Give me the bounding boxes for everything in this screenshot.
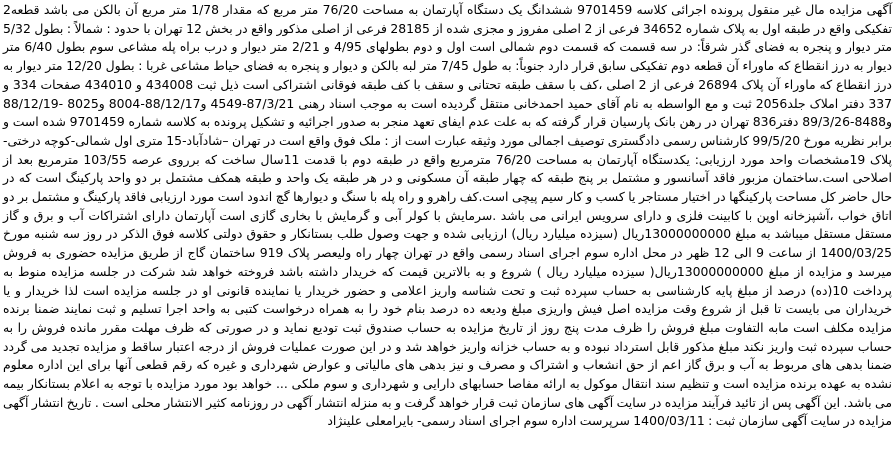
- auction-notice-text: آگهی مزایده مال غیر منقول پرونده اجرائی کلاسه 9701459 ششدانگ یک دستگاه آپارتمان به مساحت 76/20 متر مربع که مقدار 1/78 متر مربع آن بالکن می باشد قطعه2 تفکیکی واقع در طبقه اول به پلاک شماره 34652 فرعی از 2 اصلی مفروز و مجزی شده از 28185 فرعی از اصلی مذکور واقع در بخش 12 تهران با حدود : شمالاً : بطول 5/32 متر دیوار و پنجره به فضای گذر شرقاً: در سه قسمت که قسمت دوم شمالی است اول و دوم بطولهای 4/95 و 2/21 متر دیوار و درب براه پله مشاعی سوم بطول 6/40 متر دیوار به درز انقطاع که ماوراء آن قطعه دوم تفکیکی سابق قرار دارد جنوباً: به طول 7/45 متر لبه بالکن و دیوار و پنجره به فضای حیاط مشاعی غربا : بطول 12/20 متر دیوار به درز انقطاع که ماوراء آن پلاک 26894 فرعی از 2 اصلی ،کف با سقف طبقه تحتانی و سقف با کف طبقه فوقانی اشتراکی است ذیل ثبت 434008 و 434010 صفحات 334 و 337 دفتر املاک جلد2056 ثبت و مع الواسطه به نام آقای حمید احمدخانی منتقل گردیده است به موجب اسناد رهنی 87/3/21-4549 و88/12/17-8004 و8025 -88/12/19 و8488-89/3/26 دفتر836 تهران در رهن بانک پارسیان قرار گرفته که به علت عدم ایفای تعهد منجر به صدور اجرائیه و تشکیل پرونده به کلاسه شماره 9701459 شده است و برابر نظریه مورخ 99/5/20 کارشناس رسمی دادگستری توصیف اجمالی مورد وثیقه عبارت است از : ملک فوق واقع است در تهران –شادآباد-15 متری اول شمالی-کوچه درختی-پلاک 19مشخصات واحد مورد ارزیابی: یکدستگاه آپارتمان به مساحت 76/20 مترمربع واقع در طبقه دوم با قدمت 11سال ساخت که برروی عرصه 103/55 مترمربع بعد از اصلاحی است.ساختمان مزبور فاقد آسانسور و مشتمل بر پنج طبقه که چهار طبقه آن مسکونی و در هر طبقه یک واحد و طبقه همکف مشتمل بر دو واحد پارکینگ است که در حال حاضر کل مساحت پارکینگها در اختیار مستاجر یا کسب و کار سیم پیچی است.کف راهرو و راه پله با سنگ و دیوارها گچ اندود است مورد ارزیابی فاقد پارکینگ و مشتمل بر دو اتاق خواب ،آشپزخانه اوپن با کابینت فلزی و دارای سرویس ایرانی می باشد .سرمایش با کولر آبی و گرمایش با بخاری گازی است آپارتمان دارای اشتراکات آب و برق و گاز مستقل مستقل میباشد به مبلغ 13000000000ریال (سیزده میلیارد ریال) ارزیابی شده و جهت وصول طلب بستانکار و حقوق دولتی کلاسه فوق الذکر در روز سه شنبه مورخ 1400/03/25 از ساعت 9 الی 12 ظهر در محل اداره سوم اجرای اسناد رسمی واقع در تهران چهار راه ولیعصر پلاک 919 ساختمان گاج از طریق مزایده حضوری به فروش میرسد و مزایده از مبلغ 13000000000ریال( سیزده میلیارد ریال ) شروع و به بالاترین قیمت که خریدار داشته باشد فروخته خواهد شد شرکت در جلسه مزایده منوط به پرداخت 10(ده) درصد از مبلغ پایه کارشناسی به حساب سپرده ثبت و تحت شناسه واریز اعلامی و حضور خریدار یا نماینده قانونی او در جلسه مزایده است لذا خریدار و یا خریداران می بایست تا قبل از شروع وقت مزایده اصل فیش واریزی مبلغ ودیعه ده درصد بنام خود را به همراه درخواست کتبی به واحد اجرا تسلیم و ثبت نمایند ضمنا برنده مزایده مکلف است مابه التفاوت مبلغ فروش را ظرف مدت پنج روز از تاریخ مزایده به حساب صندوق ثبت تودیع نماید و در صورتی که ظرف مهلت مقرر مانده فروش را به حساب سپرده ثبت واریز نکند مبلغ مذکور قابل استرداد نبوده و به حساب خزانه واریز خواهد شد و در این صورت عملیات فروش از درجه اعتبار ساقط و مزایده تجدید می گردد ضمنا بدهی های مربوط به آب و برق گاز اعم از حق انشعاب و اشتراک و مصرف و نیز بدهی های مالیاتی و عوارض شهرداری و غیره که رقم قطعی آنها برای این اداره معلوم نشده به عهده برنده مزایده است و تنظیم سند انتقال موکول به ارائه مفاصا حسابهای دارایی و شهرداری و سوم ملکی ... خواهد بود مورد مزایده با توجه به اعلام بستانکار بیمه می باشد. این آگهی پس از تائید فرآیند مزایده در سایت آگهی های سازمان ثبت قرار خواهد گرفت و به منزله انتشار آگهی در روزنامه کثیر الانتشار محلی است . تاریخ انتشار آگهی مزایده در سایت آگهی سازمان ثبت : 1400/03/11 سرپرست اداره سوم اجرای اسناد رسمی- بایرامعلی علینژاد: [3, 2, 893, 429]
